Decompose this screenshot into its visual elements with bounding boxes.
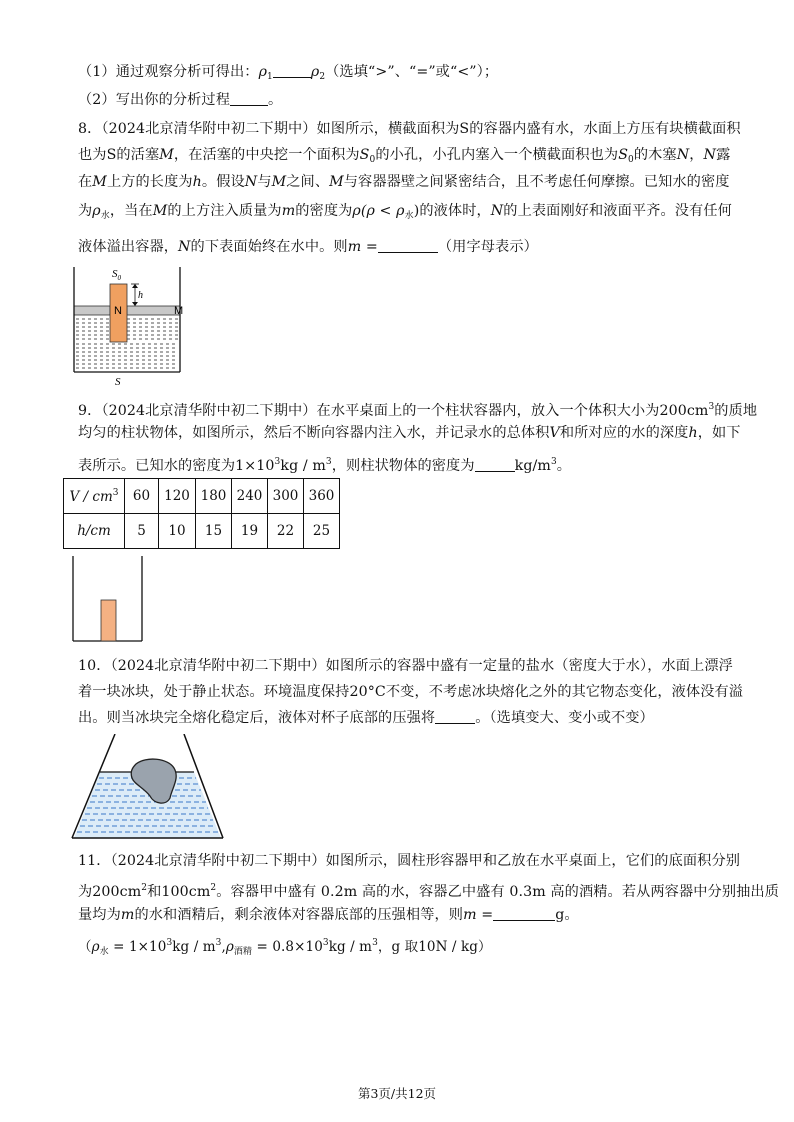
q11-line2: 为$200cm^2$和$100cm^2$。容器甲中盛有 0.2m 高的水，容器乙中盛有 0.3m 高的酒精。若从两容器中分别抽出质 (78, 883, 779, 900)
table-cell: 5 (125, 514, 159, 549)
label-h: h (138, 290, 143, 301)
q8-line2: 也为S的活塞M，在活塞的中央挖一个面积为$S_0$的小孔，小孔内塞入一个横截面积也为$S_0$的木塞N，N露 (78, 147, 731, 165)
piston-m-left (74, 306, 110, 315)
q10-line2: 着一块冰块，处于静止状态。环境温度保持20°C不变，不考虑冰块熔化之外的其它物态变化，液体没有溢 (78, 684, 744, 700)
table-cell: 15 (196, 514, 232, 549)
answer-blank[interactable] (273, 63, 311, 78)
rho2: ρ (310, 64, 320, 80)
table-cell: 19 (232, 514, 268, 549)
q8-line4: 为$\rho_水$，当在M的上方注入质量为m的密度为$\rho(\rho < \rho_水)$的液体时，N的上表面刚好和液面平齐。没有任何 (78, 203, 732, 221)
answer-blank[interactable] (378, 238, 438, 253)
table-cell: 10 (159, 514, 196, 549)
rho1: ρ (258, 64, 268, 80)
page-footer: 第3页/共12页 (357, 1086, 437, 1101)
q10-line1: 10．（2024北京清华附中初二下期中）如图所示的容器中盛有一定量的盐水（密度大于水），水面上漂浮 (78, 658, 733, 674)
answer-blank[interactable] (493, 906, 555, 921)
answer-blank[interactable] (435, 709, 475, 724)
piston-container-figure (62, 262, 202, 392)
q7-part1-prefix: （1）通过观察分析可得出： (78, 64, 259, 80)
answer-blank[interactable] (475, 457, 515, 472)
cylindrical-object (101, 600, 116, 641)
q9-line1: 9．（2024北京清华附中初二下期中）在水平桌面上的一个柱状容器内，放入一个体积大小为$200cm^3$的质地 (78, 402, 758, 419)
table-cell: 22 (268, 514, 304, 549)
answer-blank[interactable] (230, 91, 268, 106)
table-header-cell: V / $cm^3$ (64, 479, 125, 514)
piston-m-right (127, 306, 180, 315)
salt-water-cup-figure (70, 734, 230, 844)
table-cell: 120 (159, 479, 196, 514)
table-cell: 25 (304, 514, 340, 549)
q8-line5: 液体溢出容器，N的下表面始终在水中。则m = （用字母表示） (78, 239, 538, 255)
table-cell: 300 (268, 479, 304, 514)
q9-line2: 均匀的柱状物体，如图所示，然后不断向容器内注入水，并记录水的总体积V和所对应的水的深度h，如下 (78, 425, 741, 441)
q7-part1: （1）通过观察分析可得出：$\rho_1$ $\rho_2$（选填“>”、“=”或“<”）； (78, 64, 499, 82)
density-condition: ρ(ρ < ρ (352, 203, 405, 219)
q11-line1: 11．（2024北京清华附中初二下期中）如图所示，圆柱形容器甲和乙放在水平桌面上，它们的底面积分别 (78, 853, 741, 869)
table-row (64, 479, 340, 514)
q10-line3: 出。则当冰块完全熔化稳定后，液体对杯子底部的压强将 。（选填变大、变小或不变） (78, 710, 654, 726)
table-row (64, 514, 340, 549)
label-n: N (114, 305, 122, 317)
table-header-cell: h/cm (64, 514, 125, 549)
table-cell: 180 (196, 479, 232, 514)
q7-part2: （2）写出你的分析过程 。 (78, 92, 283, 108)
q11-line3: 量均为m的水和酒精后，剩余液体对容器底部的压强相等，则m = g。 (78, 907, 579, 923)
table-cell: 240 (232, 479, 268, 514)
q8-line1: 8．（2024北京清华附中初二下期中）如图所示，横截面积为S的容器内盛有水，水面上方压有块横截面积 (78, 121, 741, 137)
table-cell: 360 (304, 479, 340, 514)
label-s0: $S_0$ (112, 268, 121, 282)
table-cell: 60 (125, 479, 159, 514)
volume-depth-table (63, 478, 340, 549)
label-m: M (174, 305, 184, 317)
label-s: S (115, 376, 121, 388)
q9-line3: 表所示。已知水的密度为$1\times 10^3kg / m^3$，则柱状物体的密度为 $kg/m^3$。 (78, 457, 572, 474)
q11-line4: （$\rho_水 = 1\times 10^3kg / m^3,\rho_{酒精} = 0.8\times 10^3kg / m^3$，g 取10N / kg） (78, 938, 492, 957)
cylinder-container-figure (70, 556, 146, 646)
q8-line3: 在M上方的长度为h。假设N与M之间、M与容器器壁之间紧密结合，且不考虑任何摩擦。已知水的密度 (78, 174, 730, 190)
